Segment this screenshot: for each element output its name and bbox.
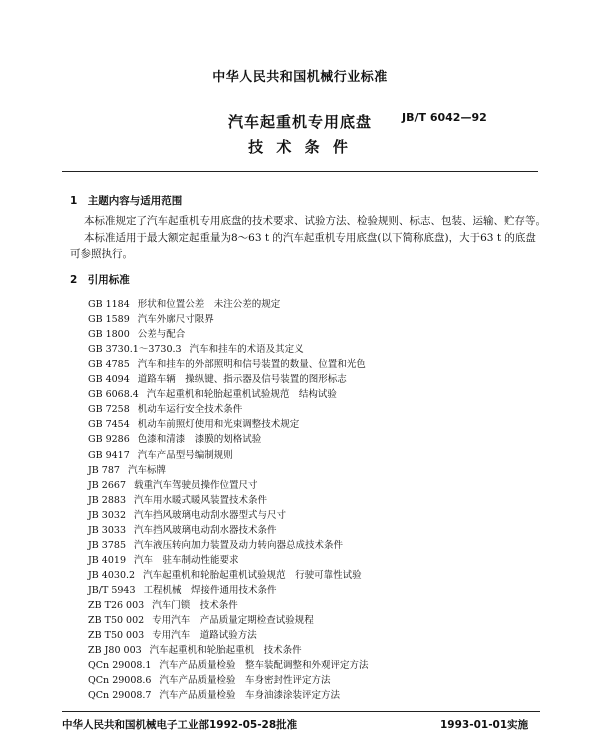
reference-item <box>88 567 362 581</box>
reference-code: GB 1800 <box>88 329 130 341</box>
reference-title: 汽车外廓尺寸限界 <box>137 314 214 326</box>
reference-title: 机动车运行安全技术条件 <box>137 404 243 416</box>
header-divider <box>62 171 538 172</box>
reference-item <box>88 416 299 430</box>
reference-title: 汽车液压转向加力装置及动力转向器总成技术条件 <box>134 539 344 551</box>
reference-title: 机动车前照灯使用和光束调整技术规定 <box>137 419 300 431</box>
reference-title: 专用汽车 产品质量定期检查试验规程 <box>152 615 314 627</box>
effective-date: 1993-01-01实施 <box>440 719 529 731</box>
reference-title: 汽车门锁 技术条件 <box>152 600 238 611</box>
reference-code: JB 2667 <box>88 479 126 491</box>
footer-divider <box>62 711 540 712</box>
reference-title: 汽车起重机和轮胎起重机 技术条件 <box>149 645 302 657</box>
reference-code: GB 4785 <box>88 359 130 371</box>
reference-code: GB 7454 <box>88 419 130 431</box>
reference-title: 汽车挡风玻璃电动刮水器技术条件 <box>134 524 277 536</box>
reference-item <box>88 612 314 626</box>
reference-item <box>88 326 185 340</box>
reference-item <box>88 597 238 611</box>
reference-title: 汽车产品质量检验 整车装配调整和外观评定方法 <box>159 660 369 672</box>
reference-code: ZB T50 003 <box>88 630 145 642</box>
reference-item <box>88 356 366 370</box>
reference-title: 汽车产品质量检验 车身油漆涂装评定方法 <box>159 690 340 702</box>
reference-title: 汽车和挂车的外部照明和信号装置的数量、位置和光色 <box>137 359 366 371</box>
reference-item <box>88 447 233 461</box>
reference-code: ZB J80 003 <box>88 645 142 657</box>
reference-item <box>88 431 261 445</box>
reference-title: 汽车标牌 <box>127 464 166 476</box>
reference-code: JB 4030.2 <box>88 569 136 581</box>
reference-code: GB 6068.4 <box>88 389 139 401</box>
reference-item <box>88 477 258 491</box>
reference-title: 汽车和挂车的术语及其定义 <box>189 344 304 356</box>
reference-title: 汽车 驻车制动性能要求 <box>134 554 239 566</box>
reference-item <box>88 672 331 686</box>
document-subtitle: 技 术 条 件 <box>248 138 352 156</box>
document-title: 汽车起重机专用底盘 <box>227 113 372 131</box>
reference-item <box>88 507 286 521</box>
reference-code: GB 1589 <box>88 314 130 326</box>
reference-item <box>88 462 166 476</box>
reference-code: QCn 29008.6 <box>88 675 152 687</box>
reference-code: GB 9286 <box>88 434 130 446</box>
reference-code: GB 7258 <box>88 404 130 416</box>
reference-item <box>88 401 242 415</box>
reference-title: 汽车产品型号编制规则 <box>137 449 233 461</box>
reference-item <box>88 657 369 671</box>
reference-item <box>88 537 343 551</box>
reference-item <box>88 386 337 400</box>
reference-title: 色漆和清漆 漆膜的划格试验 <box>137 434 262 446</box>
reference-title: 汽车挡风玻璃电动刮水器型式与尺寸 <box>134 509 287 521</box>
reference-title: 汽车起重机和轮胎起重机试验规范 结构试验 <box>146 389 337 401</box>
reference-item <box>88 371 347 385</box>
reference-code: QCn 29008.7 <box>88 690 152 702</box>
reference-item <box>88 522 277 536</box>
reference-item <box>88 311 214 325</box>
reference-title: 载重汽车驾驶员操作位置尺寸 <box>134 479 258 491</box>
reference-code: QCn 29008.1 <box>88 660 152 672</box>
document-header: 中华人民共和国机械行业标准 <box>212 70 388 85</box>
reference-item <box>88 296 280 310</box>
reference-title: 专用汽车 道路试验方法 <box>152 630 257 642</box>
reference-title: 汽车起重机和轮胎起重机试验规范 行驶可靠性试验 <box>143 569 362 581</box>
reference-title: 汽车用水暖式暖风装置技术条件 <box>134 494 268 506</box>
reference-title: 工程机械 焊接件通用技术条件 <box>143 584 277 596</box>
reference-code: JB 787 <box>88 464 120 476</box>
reference-title: 道路车辆 操纵键、指示器及信号装置的图形标志 <box>137 374 347 386</box>
reference-item <box>88 552 239 566</box>
reference-item <box>88 582 277 596</box>
section-2-heading: 2 引用标准 <box>70 274 130 286</box>
section-1-paragraph-1: 本标准规定了汽车起重机专用底盘的技术要求、试验方法、检验规则、标志、包装、运输、贮存等。 <box>84 215 546 227</box>
reference-code: JB 3033 <box>88 524 126 536</box>
reference-code: JB 3032 <box>88 509 126 521</box>
reference-code: ZB T26 003 <box>88 600 145 611</box>
reference-title: 形状和位置公差 未注公差的规定 <box>137 299 281 310</box>
reference-code: JB 3785 <box>88 539 126 551</box>
reference-item <box>88 492 267 506</box>
reference-code: JB 2883 <box>88 494 126 506</box>
approval-line: 中华人民共和国机械电子工业部1992-05-28批准 <box>62 719 298 731</box>
reference-item <box>88 341 304 355</box>
reference-code: GB 9417 <box>88 449 130 461</box>
reference-item <box>88 642 302 656</box>
reference-code: GB 1184 <box>88 299 130 310</box>
reference-title: 公差与配合 <box>137 329 186 341</box>
reference-item <box>88 627 257 641</box>
reference-item <box>88 687 340 701</box>
reference-code: GB 3730.1～3730.3 <box>88 344 182 356</box>
standard-number: JB/T 6042—92 <box>402 111 487 124</box>
reference-code: JB/T 5943 <box>88 584 136 596</box>
reference-title: 汽车产品质量检验 车身密封性评定方法 <box>159 675 331 687</box>
section-1-heading: 1 主题内容与适用范围 <box>70 195 183 207</box>
reference-code: GB 4094 <box>88 374 130 386</box>
section-1-paragraph-2: 本标准适用于最大额定起重量为8～63 t 的汽车起重机专用底盘(以下简称底盘)，大于63 t 的底盘可参照执行。 <box>70 232 536 260</box>
reference-code: ZB T50 002 <box>88 615 145 627</box>
reference-code: JB 4019 <box>88 554 126 566</box>
